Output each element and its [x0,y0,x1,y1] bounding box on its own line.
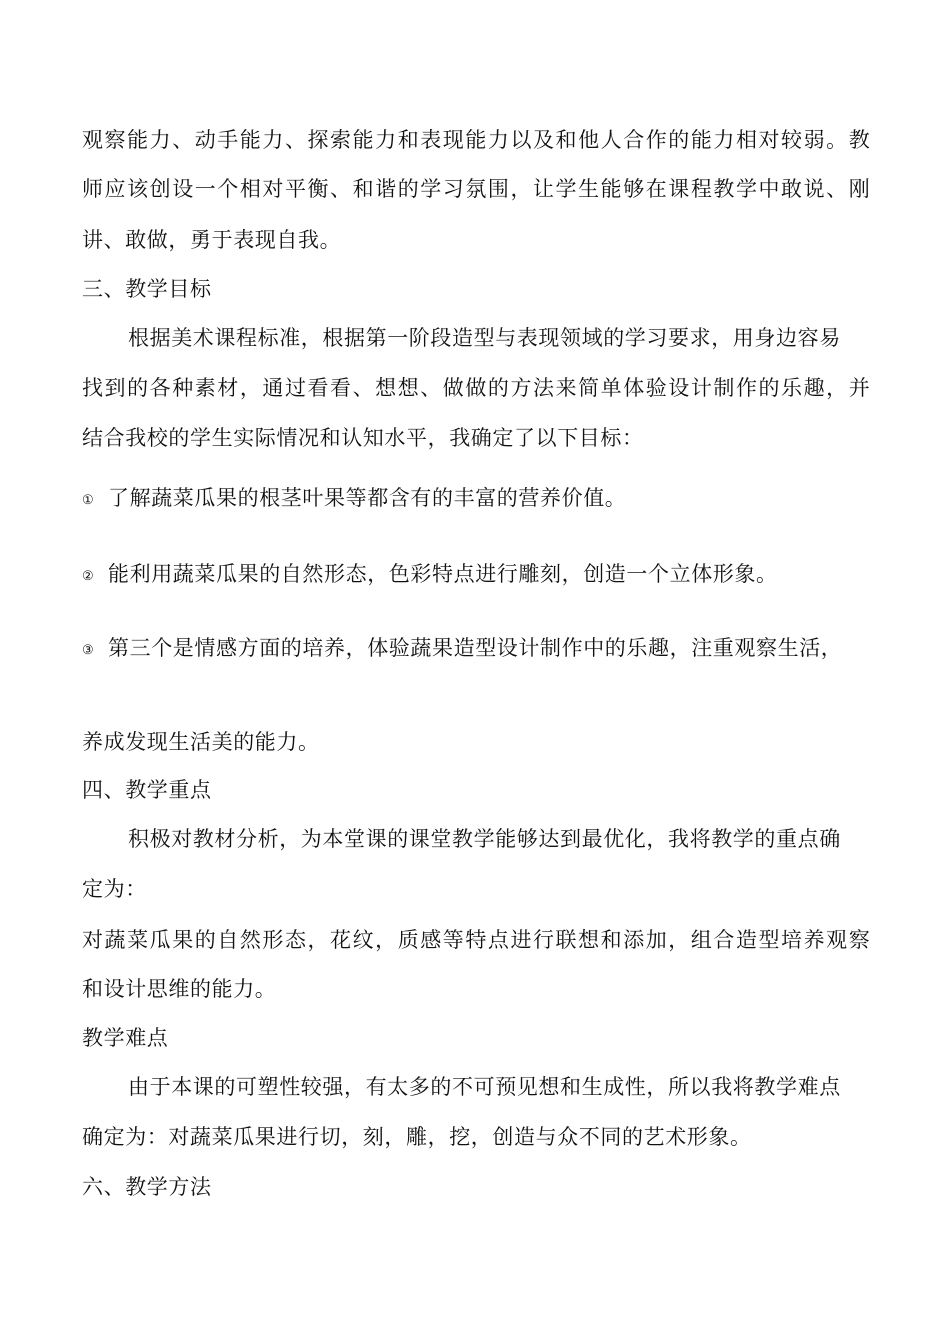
paragraph-line: 找到的各种素材，通过看看、想想、做做的方法来简单体验设计制作的乐趣，并 [82,376,872,400]
paragraph-line: 由于本课的可塑性较强，有太多的不可预见想和生成性，所以我将教学难点 [128,1075,841,1099]
list-item [82,560,778,591]
paragraph-line: 确定为：对蔬菜瓜果进行切，刻，雕，挖，创造与众不同的艺术形象。 [82,1125,752,1149]
paragraph-line: 和设计思维的能力。 [82,977,277,1001]
section-heading: 四、教学重点 [82,778,212,802]
paragraph-line: 结合我校的学生实际情况和认知水平，我确定了以下目标： [82,426,644,450]
list-item [82,634,842,665]
paragraph-line: 观察能力、动手能力、探索能力和表现能力以及和他人合作的能力相对较弱。教 [82,128,872,152]
paragraph-line: 定为： [82,877,147,901]
paragraph-line: 对蔬菜瓜果的自然形态，花纹，质感等特点进行联想和添加，组合造型培养观察 [82,928,872,952]
paragraph-line: 积极对教材分析，为本堂课的课堂教学能够达到最优化，我将教学的重点确 [128,827,841,851]
paragraph-line: 师应该创设一个相对平衡、和谐的学习氛围，让学生能够在课程教学中敢说、刚 [82,177,872,201]
list-number: ① [82,493,95,508]
paragraph-line: 讲、敢做，勇于表现自我。 [82,228,342,252]
list-item-text: 第三个是情感方面的培养，体验蔬果造型设计制作中的乐趣，注重观察生活， [108,636,843,660]
section-heading: 三、教学目标 [82,277,212,301]
list-number: ③ [82,643,95,658]
section-heading: 六、教学方法 [82,1175,212,1199]
paragraph-line: 养成发现生活美的能力。 [82,730,320,754]
list-item-text: 了解蔬菜瓜果的根茎叶果等都含有的丰富的营养价值。 [108,486,627,510]
list-item [82,484,626,515]
section-heading: 教学难点 [82,1026,169,1050]
list-number: ② [82,569,95,584]
list-item-text: 能利用蔬菜瓜果的自然形态，色彩特点进行雕刻，创造一个立体形象。 [108,562,778,586]
paragraph-line: 根据美术课程标准，根据第一阶段造型与表现领域的学习要求，用身边容易 [128,326,841,350]
